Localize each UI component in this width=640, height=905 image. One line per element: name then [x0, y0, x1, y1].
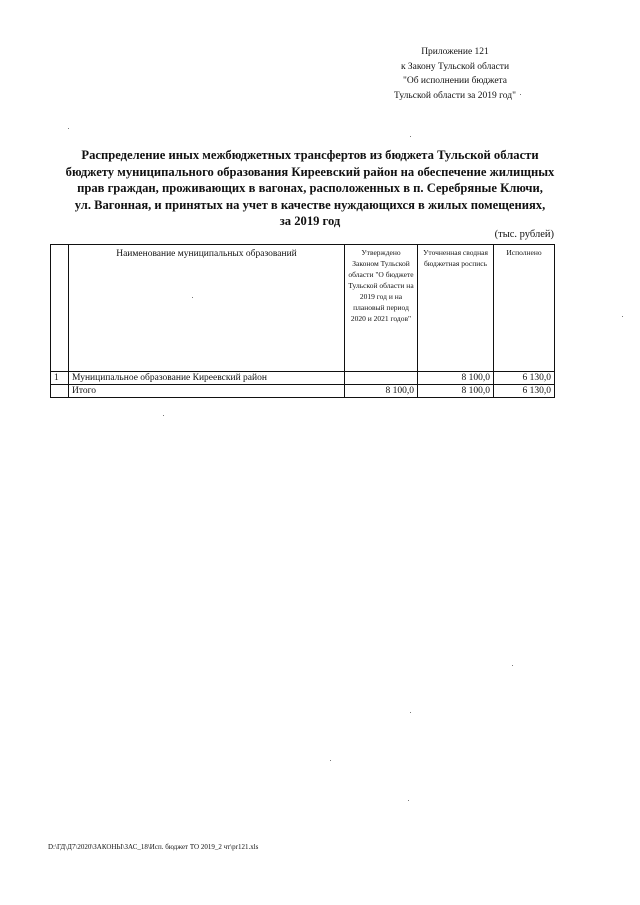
scan-speck [192, 297, 193, 298]
header-name: Наименование муниципальных образований [69, 245, 345, 372]
row-num: 1 [51, 372, 69, 385]
scan-speck [163, 415, 164, 416]
document-title [60, 147, 560, 230]
appendix-line-3: "Об исполнении бюджета [402, 76, 508, 86]
appendix-block [370, 45, 540, 103]
total-approved: 8 100,0 [345, 385, 418, 398]
title-line-5: за 2019 год [279, 214, 341, 228]
total-name: Итого [69, 385, 345, 398]
appendix-line-4: Тульской области за 2019 год" [394, 90, 516, 101]
appendix-line-2: к Закону Тульской области [400, 61, 510, 72]
title-line-2: бюджету муниципального образования Киреевский район на обеспечение жилищных [65, 164, 555, 179]
title-line-3: прав граждан, проживающих в вагонах, расположенных в п. Серебряные Ключи, [77, 181, 543, 195]
table-header-row [51, 245, 555, 372]
title-line-4: ул. Вагонная, и принятых на учет в качестве нуждающихся в жилых помещениях, [74, 197, 546, 212]
total-executed: 6 130,0 [494, 385, 555, 398]
scan-speck [330, 760, 331, 761]
units-label: (тыс. рублей) [494, 229, 554, 240]
row-refined: 8 100,0 [418, 372, 494, 385]
title-line-1: Распределение иных межбюджетных трансфертов из бюджета Тульской области [81, 148, 539, 162]
header-approved: Утверждено Законом Тульской области "О бюджете Тульской области на 2019 год и на плановый период 2020 и 2021 годов" [345, 245, 418, 372]
distribution-table [50, 244, 555, 398]
header-executed: Исполнено [494, 245, 555, 372]
row-executed: 6 130,0 [494, 372, 555, 385]
scan-speck [408, 800, 409, 801]
total-refined: 8 100,0 [418, 385, 494, 398]
table-total-row [51, 385, 555, 398]
scan-speck [622, 316, 623, 317]
scan-speck [520, 94, 521, 95]
table-row [51, 372, 555, 385]
header-refined: Уточненная сводная бюджетная роспись [418, 245, 494, 372]
appendix-line-1: Приложение 121 [421, 47, 489, 57]
row-approved [345, 372, 418, 385]
file-path-footer: D:\ГД\Д7\2020\ЗАКОНЫ\ЗАС_18\Исп. бюджет ТО 2019_2 чт\pr121.xls [48, 843, 259, 851]
header-num [51, 245, 69, 372]
scan-speck [410, 712, 411, 713]
row-name: Муниципальное образование Киреевский район [69, 372, 345, 385]
scan-speck [512, 665, 513, 666]
total-num [51, 385, 69, 398]
scan-speck [410, 136, 411, 137]
scan-speck [68, 128, 69, 129]
